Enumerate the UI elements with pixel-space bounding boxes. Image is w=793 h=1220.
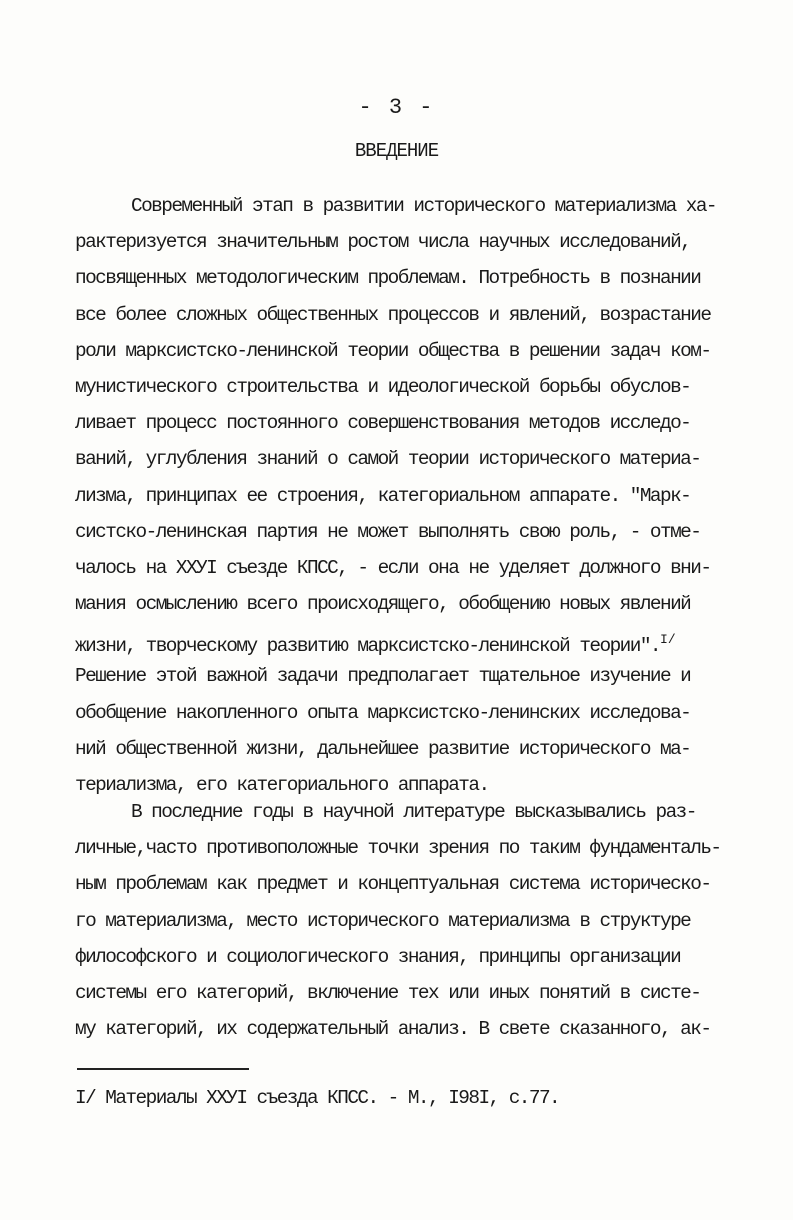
text-line: системы его категорий, включение тех или иных понятий в систе-	[75, 981, 701, 1004]
footnote-reference: I/	[660, 632, 676, 648]
text-line: ным проблемам как предмет и концептуальная система историческо-	[75, 873, 711, 896]
text-line: мания осмыслению всего происходящего, обобщению новых явлений	[75, 593, 691, 616]
text-line: обобщение накопленного опыта марксистско-ленинских исследова-	[75, 701, 691, 724]
text-line: ний общественной жизни, дальнейшее развитие исторического ма-	[75, 737, 691, 760]
text-line: систско-ленинская партия не может выполнять свою роль, - отме-	[75, 520, 701, 543]
footnote-divider	[77, 1068, 249, 1070]
text-line: все более сложных общественных процессов и явлений, возрастание	[75, 303, 711, 326]
paragraph-2	[75, 794, 765, 1047]
text-line: чалось на XXУI съезде КПСС, - если она не уделяет должного вни-	[75, 556, 711, 579]
text-line: мунистического строительства и идеологической борьбы обуслов-	[75, 375, 691, 398]
text-line: В последние годы в научной литературе высказывались раз-	[131, 801, 696, 823]
text-line: Современный этап в развитии исторического материализма ха-	[131, 195, 717, 217]
text-line: роли марксистско-ленинской теории общества в решении задач ком-	[75, 339, 711, 362]
text-line: му категорий, их содержательный анализ. В свете сказанного, ак-	[75, 1018, 711, 1041]
text-line-with-footnote	[75, 622, 765, 658]
text-line: ливает процесс постоянного совершенствования методов исследо-	[75, 412, 691, 435]
paragraph-1	[75, 188, 765, 803]
text-segment: жизни, творческому развитию марксистско-ленинской теории".	[75, 635, 661, 658]
page-number: - 3 -	[358, 95, 435, 120]
text-line: териализма, его категориального аппарата.	[75, 774, 489, 796]
text-line: рактеризуется значительным ростом числа научных исследований,	[75, 231, 691, 254]
text-line: Решение этой важной задачи предполагает тщательное изучение и	[75, 665, 691, 688]
text-line: философского и социологического знания, принципы организации	[75, 945, 681, 968]
footnote: I/ Материалы XXУI съезда КПСС. - М., I98I, с.77.	[75, 1087, 560, 1109]
text-line: личные,часто противоположные точки зрения по таким фундаменталь-	[75, 837, 721, 860]
text-line: посвященных методологическим проблемам. Потребность в познании	[75, 267, 701, 290]
text-line: го материализма, место исторического материализма в структуре	[75, 909, 691, 932]
section-title: ВВЕДЕНИЕ	[354, 140, 439, 162]
text-line: ваний, углубления знаний о самой теории исторического материа-	[75, 448, 701, 471]
text-line: лизма, принципах ее строения, категориальном аппарате. "Марк-	[75, 484, 691, 507]
